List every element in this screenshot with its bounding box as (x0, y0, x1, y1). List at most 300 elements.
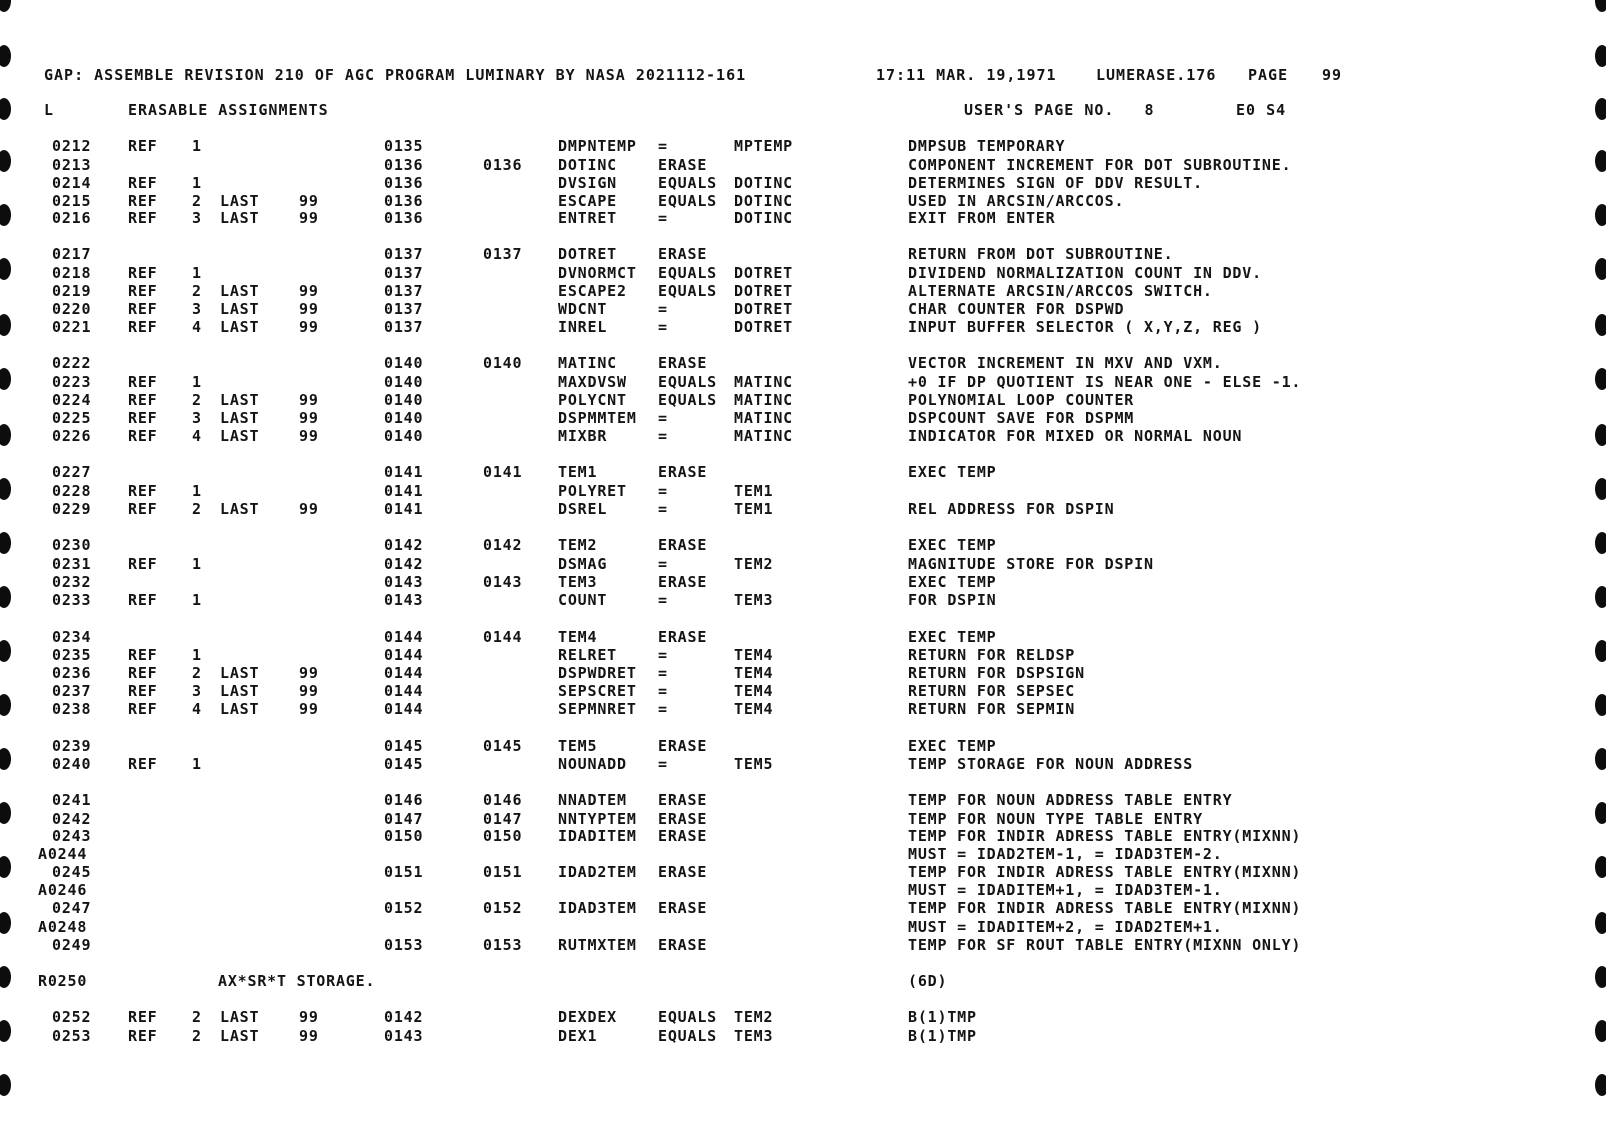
cell-comment: EXEC TEMP (908, 536, 997, 554)
cell-addr: 0151 (384, 863, 424, 881)
cell-op: ERASE (658, 827, 708, 845)
cell-op: = (658, 682, 668, 700)
cell-op: ERASE (658, 573, 708, 591)
cell-op: = (658, 700, 668, 718)
cell-comment: COMPONENT INCREMENT FOR DOT SUBROUTINE. (908, 156, 1292, 174)
left-tractor-feed-holes (0, 0, 30, 1145)
cell-label: DOTINC (558, 156, 617, 174)
cell-op: EQUALS (658, 1027, 717, 1045)
cell-addr: 0140 (384, 354, 424, 372)
cell-op: ERASE (658, 737, 708, 755)
cell-ref: REF (128, 192, 158, 210)
cell-ref: REF (128, 555, 158, 573)
tractor-feed-hole (1595, 1074, 1606, 1096)
cell-addr: 0140 (384, 391, 424, 409)
cell-addr: 0141 (384, 463, 424, 481)
cell-last: LAST (220, 1008, 260, 1026)
cell-line: 0235 (52, 646, 92, 664)
cell-comment: MUST = IDAD2TEM-1, = IDAD3TEM-2. (908, 845, 1223, 863)
cell-comment: INDICATOR FOR MIXED OR NORMAL NOUN (908, 427, 1243, 445)
cell-loc: 0146 (483, 791, 523, 809)
cell-remark: AX*SR*T STORAGE. (218, 972, 376, 990)
tractor-feed-hole (0, 1074, 11, 1096)
cell-comment: ALTERNATE ARCSIN/ARCCOS SWITCH. (908, 282, 1213, 300)
cell-ref: REF (128, 664, 158, 682)
cell-addr: 0144 (384, 700, 424, 718)
cell-cnt: 2 (192, 1027, 202, 1045)
cell-op: ERASE (658, 628, 708, 646)
cell-operand: DOTRET (734, 318, 793, 336)
cell-cnt: 4 (192, 700, 202, 718)
cell-op: ERASE (658, 810, 708, 828)
cell-addr: 0141 (384, 500, 424, 518)
cell-cnt: 3 (192, 682, 202, 700)
cell-ref: REF (128, 700, 158, 718)
cell-op: ERASE (658, 936, 708, 954)
cell-pg: 99 (299, 391, 319, 409)
cell-label: DEX1 (558, 1027, 598, 1045)
cell-ref: REF (128, 264, 158, 282)
cell-ref: REF (128, 209, 158, 227)
cell-addr: 0142 (384, 1008, 424, 1026)
cell-line: A0246 (38, 881, 88, 899)
cell-operand: MATINC (734, 427, 793, 445)
cell-comment: REL ADDRESS FOR DSPIN (908, 500, 1115, 518)
cell-comment: TEMP FOR INDIR ADRESS TABLE ENTRY(MIXNN) (908, 899, 1302, 917)
cell-comment: USED IN ARCSIN/ARCCOS. (908, 192, 1125, 210)
cell-cnt: 1 (192, 373, 202, 391)
cell-pg: 99 (299, 318, 319, 336)
tractor-feed-hole (1595, 802, 1606, 824)
cell-last: LAST (220, 682, 260, 700)
tractor-feed-hole (1595, 45, 1606, 67)
tractor-feed-hole (0, 0, 11, 12)
cell-addr: 0140 (384, 373, 424, 391)
cell-label: TEM2 (558, 536, 598, 554)
cell-operand: MATINC (734, 409, 793, 427)
cell-label: ENTRET (558, 209, 617, 227)
cell-addr: 0152 (384, 899, 424, 917)
cell-line: 0230 (52, 536, 92, 554)
cell-comment: MAGNITUDE STORE FOR DSPIN (908, 555, 1154, 573)
timestamp: 17:11 MAR. 19,1971 (876, 66, 1057, 84)
tractor-feed-hole (1595, 150, 1606, 172)
cell-comment: POLYNOMIAL LOOP COUNTER (908, 391, 1135, 409)
cell-addr: 0144 (384, 664, 424, 682)
cell-op: = (658, 137, 668, 155)
cell-comment: TEMP FOR SF ROUT TABLE ENTRY(MIXNN ONLY) (908, 936, 1302, 954)
cell-addr: 0143 (384, 591, 424, 609)
cell-addr: 0137 (384, 245, 424, 263)
cell-loc: 0151 (483, 863, 523, 881)
page-label: PAGE (1248, 66, 1289, 84)
cell-operand: MATINC (734, 391, 793, 409)
cell-line: 0249 (52, 936, 92, 954)
cell-addr: 0145 (384, 755, 424, 773)
cell-cnt: 4 (192, 427, 202, 445)
cell-last: LAST (220, 500, 260, 518)
right-tractor-feed-holes (1576, 0, 1606, 1145)
cell-loc: 0142 (483, 536, 523, 554)
file-name: LUMERASE.176 (1096, 66, 1217, 84)
cell-cnt: 1 (192, 591, 202, 609)
cell-line: 0247 (52, 899, 92, 917)
cell-line: 0220 (52, 300, 92, 318)
cell-last: LAST (220, 1027, 260, 1045)
cell-line: 0233 (52, 591, 92, 609)
cell-comment: RETURN FROM DOT SUBROUTINE. (908, 245, 1174, 263)
cell-comment: +0 IF DP QUOTIENT IS NEAR ONE - ELSE -1. (908, 373, 1302, 391)
cell-line: 0243 (52, 827, 92, 845)
tractor-feed-hole (0, 424, 11, 446)
cell-comment: EXEC TEMP (908, 573, 997, 591)
cell-addr: 0140 (384, 409, 424, 427)
cell-operand: DOTRET (734, 264, 793, 282)
cell-operand: TEM3 (734, 591, 774, 609)
cell-pg: 99 (299, 409, 319, 427)
cell-loc: 0137 (483, 245, 523, 263)
cell-label: DSREL (558, 500, 608, 518)
cell-operand: TEM1 (734, 482, 774, 500)
cell-op: ERASE (658, 863, 708, 881)
cell-op: EQUALS (658, 282, 717, 300)
cell-cnt: 3 (192, 300, 202, 318)
cell-op: = (658, 591, 668, 609)
cell-label: NNTYPTEM (558, 810, 637, 828)
cell-comment: MUST = IDADITEM+1, = IDAD3TEM-1. (908, 881, 1223, 899)
cell-label: DSMAG (558, 555, 608, 573)
cell-label: DVSIGN (558, 174, 617, 192)
section-marker: L (44, 101, 55, 119)
users-page-number: USER'S PAGE NO. 8 (964, 101, 1155, 119)
cell-last: LAST (220, 300, 260, 318)
cell-loc: 0140 (483, 354, 523, 372)
cell-op: EQUALS (658, 1008, 717, 1026)
cell-cnt: 1 (192, 482, 202, 500)
cell-label: IDADITEM (558, 827, 637, 845)
tractor-feed-hole (0, 314, 11, 336)
cell-label: NNADTEM (558, 791, 627, 809)
cell-line: 0252 (52, 1008, 92, 1026)
tractor-feed-hole (0, 45, 11, 67)
cell-line: 0224 (52, 391, 92, 409)
cell-cnt: 3 (192, 209, 202, 227)
cell-line: 0217 (52, 245, 92, 263)
cell-ref: REF (128, 373, 158, 391)
cell-cnt: 1 (192, 174, 202, 192)
cell-line: 0232 (52, 573, 92, 591)
cell-line: 0231 (52, 555, 92, 573)
cell-op: = (658, 209, 668, 227)
cell-cnt: 2 (192, 664, 202, 682)
tractor-feed-hole (0, 856, 11, 878)
cell-label: DSPMMTEM (558, 409, 637, 427)
cell-last: LAST (220, 282, 260, 300)
cell-loc: 0150 (483, 827, 523, 845)
cell-op: EQUALS (658, 373, 717, 391)
cell-addr: 0143 (384, 573, 424, 591)
tractor-feed-hole (1595, 912, 1606, 934)
cell-ref: REF (128, 391, 158, 409)
cell-line: 0242 (52, 810, 92, 828)
cell-comment: DETERMINES SIGN OF DDV RESULT. (908, 174, 1203, 192)
cell-op: ERASE (658, 791, 708, 809)
cell-op: ERASE (658, 463, 708, 481)
cell-pg: 99 (299, 427, 319, 445)
cell-cnt: 3 (192, 409, 202, 427)
cell-addr: 0144 (384, 628, 424, 646)
cell-op: ERASE (658, 536, 708, 554)
tractor-feed-hole (1595, 0, 1606, 12)
tractor-feed-hole (1595, 748, 1606, 770)
cell-addr: 0145 (384, 737, 424, 755)
cell-label: MATINC (558, 354, 617, 372)
tractor-feed-hole (0, 586, 11, 608)
cell-op: ERASE (658, 899, 708, 917)
cell-cnt: 2 (192, 1008, 202, 1026)
cell-label: ESCAPE2 (558, 282, 627, 300)
cell-ref: REF (128, 1008, 158, 1026)
tractor-feed-hole (1595, 258, 1606, 280)
cell-pg: 99 (299, 1027, 319, 1045)
cell-label: SEPSCRET (558, 682, 637, 700)
cell-comment: TEMP FOR NOUN TYPE TABLE ENTRY (908, 810, 1203, 828)
cell-addr: 0144 (384, 682, 424, 700)
tractor-feed-hole (0, 532, 11, 554)
cell-line: 0239 (52, 737, 92, 755)
cell-comment: DIVIDEND NORMALIZATION COUNT IN DDV. (908, 264, 1262, 282)
cell-ref: REF (128, 646, 158, 664)
cell-op: ERASE (658, 354, 708, 372)
cell-line: A0248 (38, 918, 88, 936)
cell-addr: 0143 (384, 1027, 424, 1045)
cell-loc: 0141 (483, 463, 523, 481)
cell-label: POLYRET (558, 482, 627, 500)
cell-loc: 0152 (483, 899, 523, 917)
cell-label: MIXBR (558, 427, 608, 445)
cell-label: DVNORMCT (558, 264, 637, 282)
cell-last: LAST (220, 209, 260, 227)
cell-operand: TEM4 (734, 664, 774, 682)
tractor-feed-hole (1595, 966, 1606, 988)
cell-line: 0229 (52, 500, 92, 518)
cell-line: 0221 (52, 318, 92, 336)
cell-op: = (658, 555, 668, 573)
cell-last: LAST (220, 391, 260, 409)
cell-ref: REF (128, 300, 158, 318)
cell-label: SEPMNRET (558, 700, 637, 718)
tractor-feed-hole (0, 640, 11, 662)
tractor-feed-hole (0, 912, 11, 934)
cell-op: EQUALS (658, 264, 717, 282)
cell-op: = (658, 755, 668, 773)
cell-line: 0225 (52, 409, 92, 427)
cell-line: 0238 (52, 700, 92, 718)
cell-line: 0222 (52, 354, 92, 372)
cell-ref: REF (128, 591, 158, 609)
cell-addr: 0137 (384, 300, 424, 318)
cell-ref: REF (128, 282, 158, 300)
cell-line: 0253 (52, 1027, 92, 1045)
cell-last: LAST (220, 318, 260, 336)
cell-op: = (658, 500, 668, 518)
cell-op: = (658, 300, 668, 318)
cell-cnt: 2 (192, 500, 202, 518)
cell-label: RUTMXTEM (558, 936, 637, 954)
cell-cnt: 1 (192, 137, 202, 155)
cell-label: COUNT (558, 591, 608, 609)
cell-comment: FOR DSPIN (908, 591, 997, 609)
cell-comment: (6D) (908, 972, 948, 990)
cell-comment: TEMP STORAGE FOR NOUN ADDRESS (908, 755, 1194, 773)
cell-op: EQUALS (658, 391, 717, 409)
cell-addr: 0153 (384, 936, 424, 954)
cell-line: 0214 (52, 174, 92, 192)
cell-cnt: 1 (192, 555, 202, 573)
cell-line: 0245 (52, 863, 92, 881)
tractor-feed-hole (0, 966, 11, 988)
cell-ref: REF (128, 482, 158, 500)
cell-op: = (658, 664, 668, 682)
cell-line: 0237 (52, 682, 92, 700)
cell-op: ERASE (658, 245, 708, 263)
cell-comment: EXEC TEMP (908, 463, 997, 481)
cell-pg: 99 (299, 500, 319, 518)
cell-last: LAST (220, 664, 260, 682)
cell-ref: REF (128, 1027, 158, 1045)
cell-line: 0216 (52, 209, 92, 227)
cell-comment: EXIT FROM ENTER (908, 209, 1056, 227)
cell-ref: REF (128, 500, 158, 518)
cell-addr: 0144 (384, 646, 424, 664)
tractor-feed-hole (1595, 98, 1606, 120)
cell-pg: 99 (299, 700, 319, 718)
cell-label: INREL (558, 318, 608, 336)
cell-pg: 99 (299, 192, 319, 210)
cell-label: MAXDVSW (558, 373, 627, 391)
tractor-feed-hole (1595, 640, 1606, 662)
cell-comment: DSPCOUNT SAVE FOR DSPMM (908, 409, 1135, 427)
tractor-feed-hole (0, 478, 11, 500)
cell-comment: TEMP FOR INDIR ADRESS TABLE ENTRY(MIXNN) (908, 827, 1302, 845)
tractor-feed-hole (1595, 586, 1606, 608)
cell-label: TEM5 (558, 737, 598, 755)
cell-addr: 0137 (384, 318, 424, 336)
cell-label: TEM1 (558, 463, 598, 481)
cell-addr: 0140 (384, 427, 424, 445)
assembly-title: GAP: ASSEMBLE REVISION 210 OF AGC PROGRAM LUMINARY BY NASA 2021112-161 (44, 66, 747, 84)
cell-comment: CHAR COUNTER FOR DSPWD (908, 300, 1125, 318)
cell-comment: RETURN FOR SEPMIN (908, 700, 1076, 718)
cell-last: LAST (220, 700, 260, 718)
cell-addr: 0150 (384, 827, 424, 845)
cell-comment: RETURN FOR SEPSEC (908, 682, 1076, 700)
tractor-feed-hole (0, 98, 11, 120)
tractor-feed-hole (0, 150, 11, 172)
cell-addr: 0142 (384, 555, 424, 573)
cell-op: = (658, 646, 668, 664)
cell-operand: TEM5 (734, 755, 774, 773)
cell-label: TEM4 (558, 628, 598, 646)
cell-label: ESCAPE (558, 192, 617, 210)
cell-op: = (658, 482, 668, 500)
cell-last: LAST (220, 427, 260, 445)
cell-cnt: 2 (192, 282, 202, 300)
cell-label: DEXDEX (558, 1008, 617, 1026)
cell-last: LAST (220, 409, 260, 427)
cell-cnt: 2 (192, 192, 202, 210)
cell-comment: DMPSUB TEMPORARY (908, 137, 1066, 155)
cell-comment: INPUT BUFFER SELECTOR ( X,Y,Z, REG ) (908, 318, 1262, 336)
cell-pg: 99 (299, 282, 319, 300)
tractor-feed-hole (0, 368, 11, 390)
cell-comment: B(1)TMP (908, 1008, 977, 1026)
cell-label: DMPNTEMP (558, 137, 637, 155)
tractor-feed-hole (0, 1020, 11, 1042)
cell-line: 0218 (52, 264, 92, 282)
cell-loc: 0147 (483, 810, 523, 828)
cell-comment: TEMP FOR INDIR ADRESS TABLE ENTRY(MIXNN) (908, 863, 1302, 881)
cell-loc: 0153 (483, 936, 523, 954)
cell-label: IDAD2TEM (558, 863, 637, 881)
cell-comment: EXEC TEMP (908, 737, 997, 755)
cell-op: ERASE (658, 156, 708, 174)
cell-label: TEM3 (558, 573, 598, 591)
cell-line: R0250 (38, 972, 88, 990)
cell-label: WDCNT (558, 300, 608, 318)
cell-line: 0215 (52, 192, 92, 210)
cell-ref: REF (128, 755, 158, 773)
cell-cnt: 2 (192, 391, 202, 409)
cell-line: 0240 (52, 755, 92, 773)
cell-line: 0213 (52, 156, 92, 174)
cell-label: IDAD3TEM (558, 899, 637, 917)
cell-pg: 99 (299, 682, 319, 700)
cell-addr: 0137 (384, 282, 424, 300)
cell-operand: MPTEMP (734, 137, 793, 155)
cell-operand: TEM3 (734, 1027, 774, 1045)
cell-cnt: 1 (192, 646, 202, 664)
cell-line: 0234 (52, 628, 92, 646)
cell-operand: DOTINC (734, 209, 793, 227)
cell-op: = (658, 318, 668, 336)
cell-cnt: 4 (192, 318, 202, 336)
cell-operand: TEM2 (734, 1008, 774, 1026)
cell-op: EQUALS (658, 192, 717, 210)
tractor-feed-hole (1595, 1020, 1606, 1042)
cell-addr: 0147 (384, 810, 424, 828)
tractor-feed-hole (1595, 694, 1606, 716)
tractor-feed-hole (1595, 424, 1606, 446)
cell-line: 0241 (52, 791, 92, 809)
cell-last: LAST (220, 192, 260, 210)
tractor-feed-hole (0, 694, 11, 716)
cell-addr: 0135 (384, 137, 424, 155)
cell-ref: REF (128, 318, 158, 336)
cell-comment: B(1)TMP (908, 1027, 977, 1045)
tractor-feed-hole (1595, 314, 1606, 336)
cell-line: 0228 (52, 482, 92, 500)
cell-label: POLYCNT (558, 391, 627, 409)
cell-line: 0219 (52, 282, 92, 300)
tractor-feed-hole (0, 802, 11, 824)
page-number: 99 (1322, 66, 1343, 84)
cell-addr: 0136 (384, 156, 424, 174)
cell-operand: TEM2 (734, 555, 774, 573)
cell-line: 0223 (52, 373, 92, 391)
cell-comment: VECTOR INCREMENT IN MXV AND VXM. (908, 354, 1223, 372)
cell-loc: 0144 (483, 628, 523, 646)
